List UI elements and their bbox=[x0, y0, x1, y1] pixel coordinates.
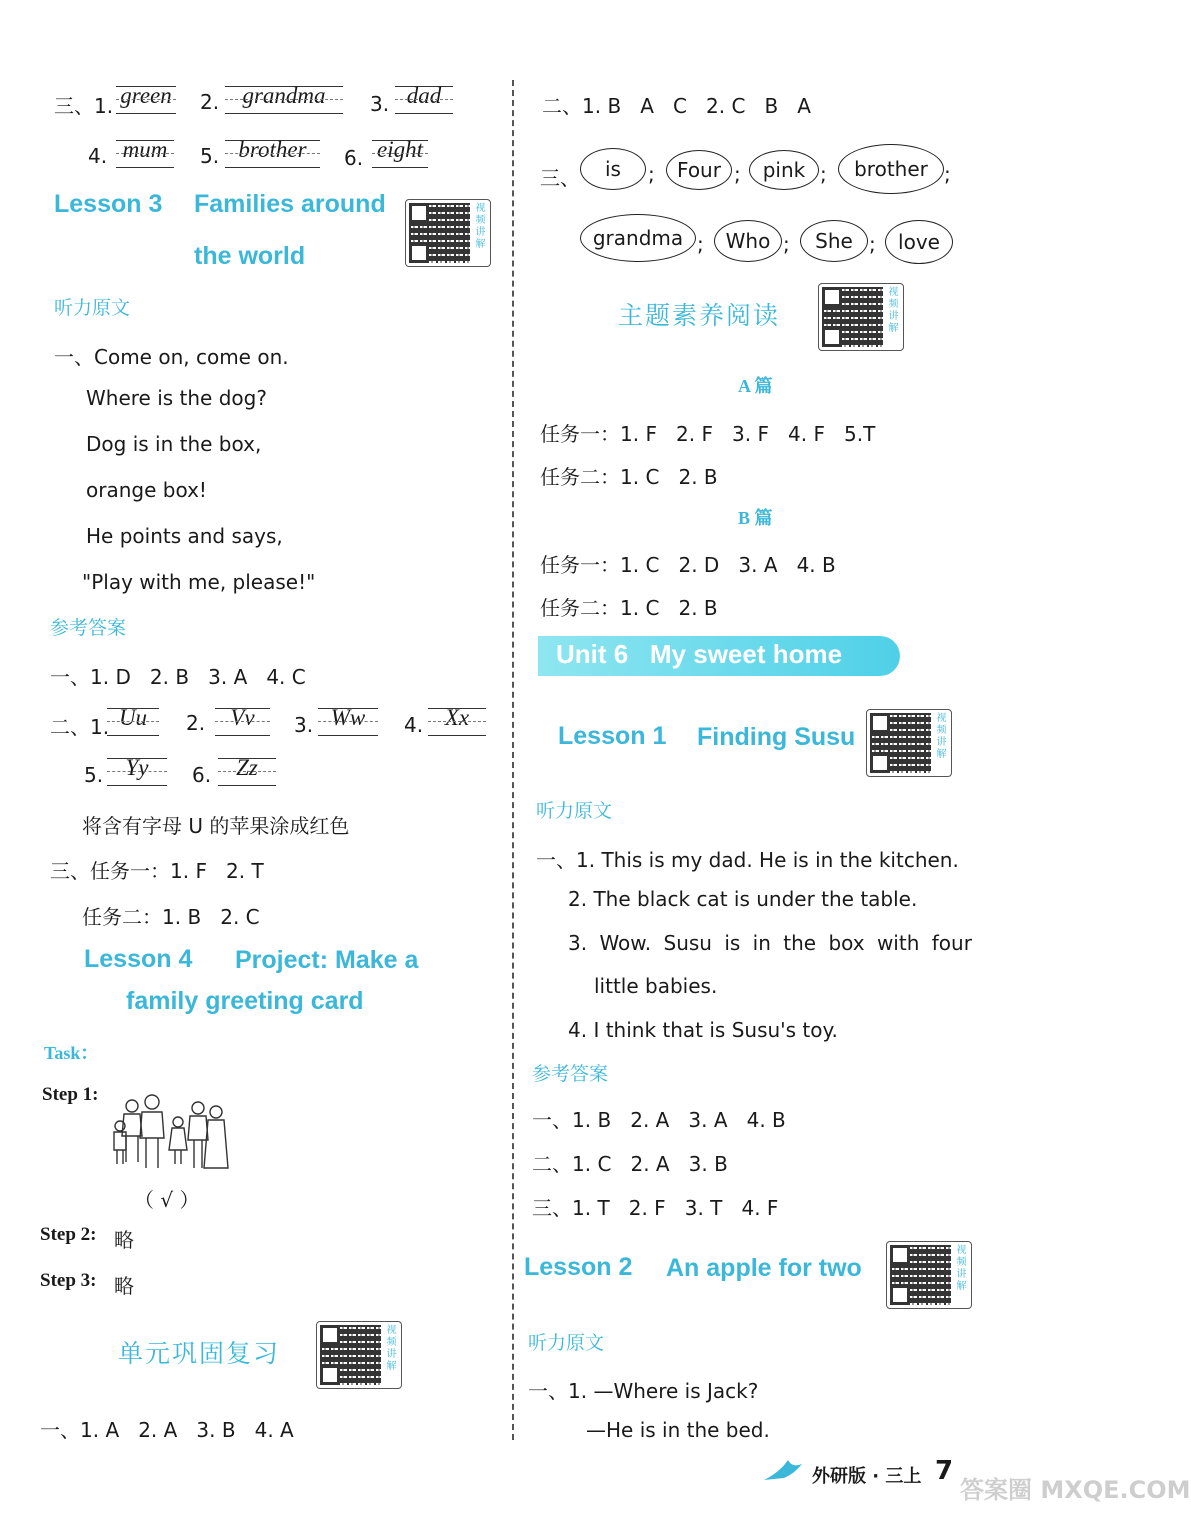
item-label: 三、 bbox=[540, 166, 580, 190]
answer-letter: Xx bbox=[444, 705, 470, 730]
watermark: 答案圈 MXQE.COM bbox=[960, 1476, 1191, 1504]
qr-label: 视频讲解 bbox=[936, 713, 947, 760]
section-title-review: 单元巩固复习 bbox=[118, 1339, 281, 1368]
qr-code-icon[interactable] bbox=[866, 709, 952, 777]
answer-word: brother bbox=[238, 137, 307, 162]
writing-lines bbox=[318, 705, 378, 736]
circled-word: love bbox=[885, 220, 953, 264]
lesson-number: Lesson 2 bbox=[524, 1253, 633, 1281]
writing-lines bbox=[116, 137, 174, 168]
transcript-line: He points and says, bbox=[86, 524, 283, 548]
writing-lines bbox=[395, 83, 453, 114]
transcript-line: 2. The black cat is under the table. bbox=[568, 887, 918, 911]
item-label: 6. bbox=[344, 146, 364, 170]
circled-word: pink bbox=[749, 150, 819, 190]
qr-code-icon[interactable] bbox=[818, 283, 904, 351]
family-illustration bbox=[110, 1092, 230, 1174]
writing-lines bbox=[218, 755, 276, 786]
answer-word: eight bbox=[377, 137, 423, 162]
answer-line: 二、1. C 2. A 3. B bbox=[532, 1152, 728, 1176]
qr-code-icon[interactable] bbox=[316, 1321, 402, 1389]
separator: ; bbox=[869, 232, 876, 256]
coloring-instruction: 将含有字母 U 的苹果涂成红色 bbox=[82, 814, 350, 838]
item-label: 6. bbox=[192, 763, 212, 787]
answer-word: dad bbox=[406, 83, 442, 108]
lesson-number: Lesson 1 bbox=[558, 722, 667, 750]
circled-word: Who bbox=[714, 220, 782, 262]
answer-word: grandma bbox=[242, 83, 326, 108]
section-label-answers: 参考答案 bbox=[532, 1063, 609, 1085]
answer-line: 任务一：1. F 2. F 3. F 4. F 5.T bbox=[540, 422, 876, 446]
answer-line: 二、1. B A C 2. C B A bbox=[542, 94, 811, 118]
answer-line: 三、任务一：1. F 2. T bbox=[50, 859, 264, 883]
lesson-title-line2: the world bbox=[194, 242, 306, 270]
qr-code-icon[interactable] bbox=[405, 199, 491, 267]
step-answer: 略 bbox=[114, 1228, 134, 1252]
lesson-title: Project: Make a bbox=[235, 946, 419, 974]
writing-lines bbox=[225, 137, 320, 168]
lesson-number: Lesson 3 bbox=[54, 190, 163, 218]
answer-line: 一、1. B 2. A 3. A 4. B bbox=[532, 1108, 786, 1132]
writing-lines bbox=[428, 705, 486, 736]
item-label: 3. bbox=[294, 713, 314, 737]
lesson-title: Families around bbox=[194, 190, 386, 218]
part-a-title: A 篇 bbox=[738, 376, 773, 396]
transcript-line: 4. I think that is Susu's toy. bbox=[568, 1018, 838, 1042]
separator: ; bbox=[648, 162, 655, 186]
unit-6-banner bbox=[538, 636, 900, 676]
transcript-line: orange box! bbox=[86, 478, 207, 502]
step-label: Step 2: bbox=[40, 1224, 97, 1245]
answer-letter: Vv bbox=[230, 705, 255, 730]
item-label: 二、1. bbox=[50, 715, 110, 739]
transcript-line: 一、1. —Where is Jack? bbox=[528, 1379, 759, 1403]
qr-label: 视频讲解 bbox=[475, 203, 486, 250]
answer-letter: Yy bbox=[125, 755, 149, 780]
qr-label: 视频讲解 bbox=[888, 287, 899, 334]
transcript-line: Dog is in the box, bbox=[86, 432, 262, 456]
writing-lines bbox=[372, 137, 428, 168]
step-label: Step 3: bbox=[40, 1270, 97, 1291]
transcript-line: little babies. bbox=[594, 974, 718, 998]
part-b-title: B 篇 bbox=[738, 508, 773, 528]
step-answer: 略 bbox=[114, 1274, 134, 1298]
transcript-line: —He is in the bed. bbox=[586, 1418, 770, 1442]
answer-line: 一、1. D 2. B 3. A 4. C bbox=[50, 665, 306, 689]
separator: ; bbox=[783, 232, 790, 256]
writing-lines bbox=[107, 705, 159, 736]
answer-word: green bbox=[120, 83, 172, 108]
section-title-reading: 主题素养阅读 bbox=[618, 301, 781, 330]
item-label: 5. bbox=[84, 763, 104, 787]
separator: ; bbox=[820, 162, 827, 186]
section-label-listening: 听力原文 bbox=[528, 1332, 605, 1354]
answer-line: 任务二：1. C 2. B bbox=[540, 465, 718, 489]
answer-line: 任务二：1. B 2. C bbox=[82, 905, 260, 929]
answer-line: 任务一：1. C 2. D 3. A 4. B bbox=[540, 553, 836, 577]
separator: ; bbox=[697, 232, 704, 256]
transcript-line: "Play with me, please!" bbox=[82, 570, 316, 594]
separator: ; bbox=[944, 162, 951, 186]
answer-line: 一、1. A 2. A 3. B 4. A bbox=[40, 1418, 294, 1442]
page-number: 7 bbox=[935, 1456, 954, 1486]
qr-label: 视频讲解 bbox=[956, 1245, 967, 1292]
lesson-number: Lesson 4 bbox=[84, 945, 193, 973]
circled-word: brother bbox=[838, 144, 944, 194]
separator: ; bbox=[734, 162, 741, 186]
writing-lines bbox=[107, 755, 167, 786]
answer-word: mum bbox=[122, 137, 168, 162]
qr-label: 视频讲解 bbox=[386, 1325, 397, 1372]
section-label-listening: 听力原文 bbox=[54, 297, 131, 319]
transcript-line: 3. Wow. Susu is in the box with four bbox=[568, 931, 972, 955]
check-mark: （ √ ） bbox=[134, 1188, 200, 1212]
transcript-line: Where is the dog? bbox=[86, 386, 267, 410]
answer-letter: Ww bbox=[330, 705, 366, 730]
item-label: 2. bbox=[200, 90, 220, 114]
transcript-line: 一、1. This is my dad. He is in the kitchen. bbox=[536, 848, 959, 872]
circled-word: Four bbox=[666, 150, 732, 190]
lesson-title: An apple for two bbox=[666, 1254, 862, 1282]
item-label: 3. bbox=[370, 92, 390, 116]
writing-lines bbox=[215, 705, 270, 736]
item-label: 4. bbox=[88, 144, 108, 168]
item-label: 5. bbox=[200, 144, 220, 168]
unit-title: Unit 6 My sweet home bbox=[556, 639, 843, 669]
answer-letter: Zz bbox=[236, 755, 258, 780]
column-divider bbox=[512, 80, 514, 1440]
lesson-title-line2: family greeting card bbox=[126, 987, 364, 1015]
bird-logo-icon bbox=[762, 1454, 806, 1484]
transcript-line: 一、Come on, come on. bbox=[54, 345, 289, 369]
lesson-title: Finding Susu bbox=[697, 723, 856, 751]
circled-word: She bbox=[800, 220, 868, 262]
answer-letter: Uu bbox=[118, 705, 148, 730]
answer-line: 三、1. T 2. F 3. T 4. F bbox=[532, 1196, 779, 1220]
step-label: Step 1: bbox=[42, 1084, 99, 1105]
circled-word: is bbox=[580, 148, 646, 190]
qr-code-icon[interactable] bbox=[886, 1241, 972, 1309]
answer-line: 任务二：1. C 2. B bbox=[540, 596, 718, 620]
item-label: 4. bbox=[404, 713, 424, 737]
section-label-answers: 参考答案 bbox=[50, 617, 127, 639]
edition-label: 外研版 · 三上 bbox=[812, 1466, 922, 1487]
writing-lines bbox=[225, 83, 343, 114]
writing-lines bbox=[116, 83, 176, 114]
item-label: 2. bbox=[186, 711, 206, 735]
circled-word: grandma bbox=[580, 214, 696, 262]
item-label: 三、1. bbox=[54, 94, 114, 118]
task-label: Task： bbox=[44, 1043, 99, 1063]
section-label-listening: 听力原文 bbox=[536, 800, 613, 822]
